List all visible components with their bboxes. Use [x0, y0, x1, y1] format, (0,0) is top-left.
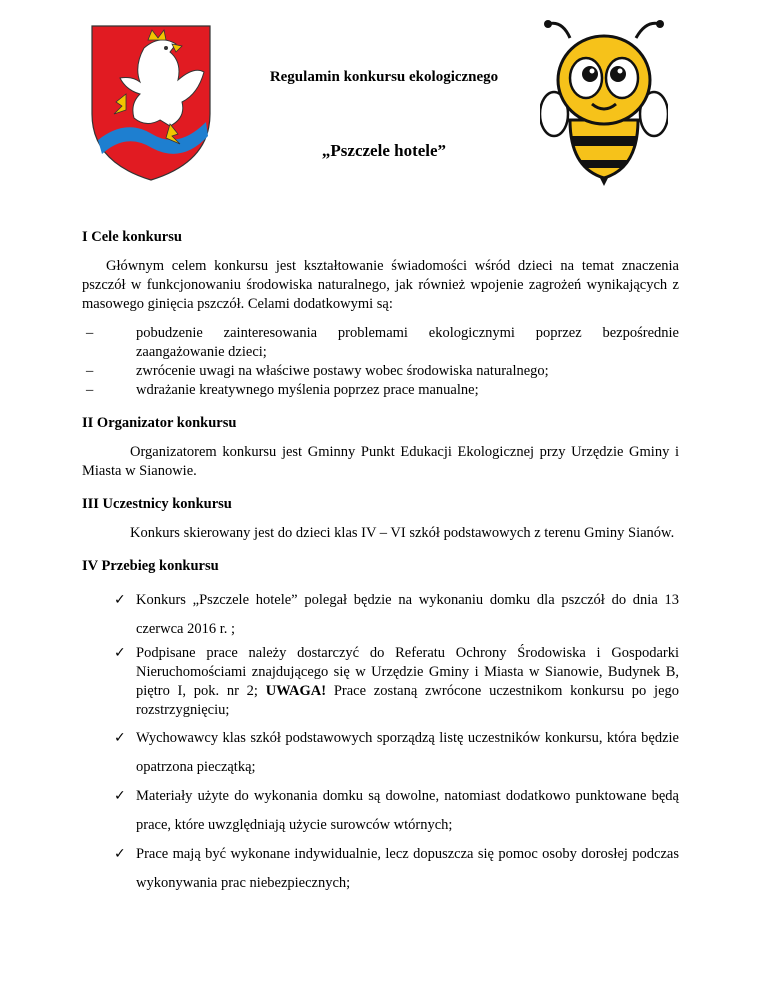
list-item: ✓ Wychowawcy klas szkół podstawowych sporządzą listę uczestników konkursu, która będzie opatrzona pieczątką;	[82, 724, 679, 782]
list-item: – wdrażanie kreatywnego myślenia poprzez prace manualne;	[86, 382, 479, 398]
list-item: – zwrócenie uwagi na właściwe postawy wobec środowiska naturalnego;	[86, 363, 549, 379]
section-heading-uczestnicy: III Uczestnicy konkursu	[82, 496, 232, 512]
section-heading-organizator: II Organizator konkursu	[82, 415, 237, 431]
list-item: ✓ Materiały użyte do wykonania domku są dowolne, natomiast dodatkowo punktowane będą prace, które uwzględniają użycie surowców wtórnych;	[82, 782, 679, 840]
document-title: Regulamin konkursu ekologicznego	[269, 69, 499, 85]
goals-list	[82, 324, 679, 400]
list-item: ✓ Prace mają być wykonane indywidualnie, lecz dopuszcza się pomoc osoby dorosłej podczas wykonywania prac niebezpiecznych;	[82, 840, 679, 898]
section-text-cele: Głównym celem konkursu jest kształtowanie świadomości wśród dzieci na temat znaczenia pszczół w funkcjonowaniu środowiska naturalnego, jak również wpojenie zagrożeń wynikających z masowego ginięcia pszczół. Celami dodatkowymi są:	[82, 258, 679, 312]
section-text-uczestnicy: Konkurs skierowany jest do dzieci klas IV – VI szkół podstawowych z terenu Gminy Sianów.	[130, 525, 675, 541]
section-heading-przebieg: IV Przebieg konkursu	[82, 558, 219, 574]
document-body	[82, 228, 679, 898]
list-item: ✓ Podpisane prace należy dostarczyć do Referatu Ochrony Środowiska i Gospodarki Nieruchomościami znajdującego się w Urzędzie Gminy i Miasta w Sianowie, Budynek B, piętro I, pok. nr 2; UWAGA! Prace zostaną zwrócone uczestnikom konkursu po jego rozstrzygnięciu;	[114, 645, 679, 718]
procedure-list	[82, 586, 679, 898]
contest-name: „Pszczele hotele”	[321, 141, 447, 160]
list-item: ✓ Konkurs „Pszczele hotele” polegał będzie na wykonaniu domku dla pszczół do dnia 13 czerwca 2016 r. ;	[82, 586, 679, 644]
section-heading-cele: I Cele konkursu	[82, 229, 182, 245]
warning-label: UWAGA!	[265, 683, 327, 699]
checkmark-icon: ✓	[114, 730, 126, 746]
section-text-organizator: Organizatorem konkursu jest Gminny Punkt Edukacji Ekologicznej przy Urzędzie Gminy i Miasta w Sianowie.	[82, 444, 679, 479]
list-item: – pobudzenie zainteresowania problemami ekologicznymi poprzez bezpośrednie zaangażowanie dzieci;	[86, 325, 679, 360]
checkmark-icon: ✓	[114, 846, 126, 862]
warning-text: Prace zostaną zwrócone uczestnikom konkursu po jego rozstrzygnięciu;	[136, 683, 679, 718]
coat-of-arms-emblem	[86, 22, 216, 184]
checkmark-icon: ✓	[114, 645, 126, 661]
checkmark-icon: ✓	[114, 592, 126, 608]
checkmark-icon: ✓	[114, 788, 126, 804]
